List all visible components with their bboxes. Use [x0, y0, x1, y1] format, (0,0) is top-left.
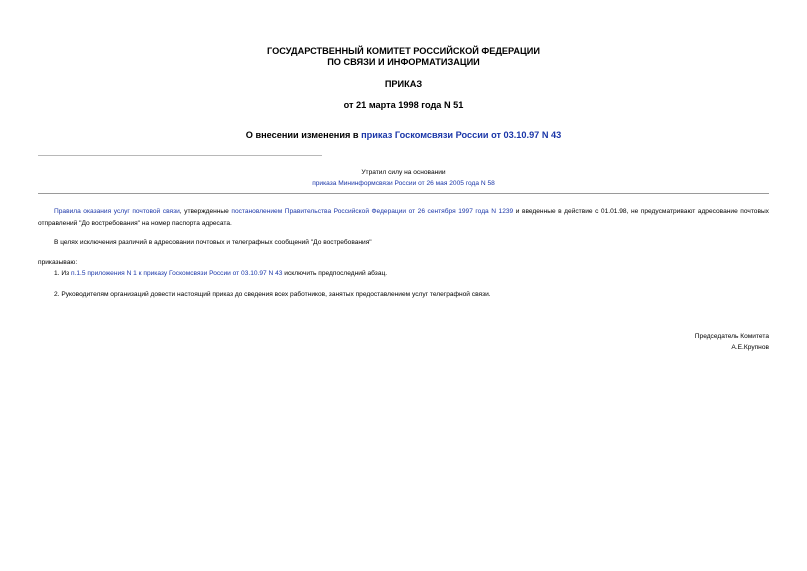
- paragraph-rules-text2: и введенные в действие с 01.01.98, не предусматривают адресование почтовых отправлений "До востребования" на номер паспорта адресата.: [38, 208, 769, 227]
- doc-date-number: от 21 марта 1998 года N 51: [343, 100, 464, 110]
- paragraph-rules-text1: , утвержденные: [179, 208, 232, 215]
- paragraph-rules: [38, 206, 769, 229]
- postal-rules-link[interactable]: Правила оказания услуг почтовой связи: [54, 208, 180, 215]
- paragraph-order-word: приказываю:: [38, 259, 78, 266]
- appendix-clause-link[interactable]: п.1.5 приложения N 1 к приказу Госкомсвязи России от 03.10.97 N 43: [70, 270, 283, 277]
- repeal-order-link[interactable]: приказа Мининформсвязи России от 26 мая 2005 года N 58: [312, 180, 495, 187]
- status-note-link-line: [0, 179, 807, 188]
- doc-type: ПРИКАЗ: [384, 79, 423, 89]
- doc-subject-prefix: О внесении изменения в: [245, 130, 362, 140]
- order-item-1-suffix: исключить предпоследний абзац.: [282, 270, 388, 277]
- status-note-line1: Утратил силу на основании: [361, 169, 446, 176]
- signature-position: Председатель Комитета: [694, 333, 769, 340]
- org-title-line2: ПО СВЯЗИ И ИНФОРМАТИЗАЦИИ: [327, 57, 480, 67]
- order-item-1: [38, 268, 769, 280]
- subject-order-link[interactable]: приказ Госкомсвязи России от 03.10.97 N 43: [361, 130, 562, 140]
- government-decree-link[interactable]: постановлением Правительства Российской Федерации от 26 сентября 1997 года N 1239: [231, 208, 514, 215]
- order-item-2: 2. Руководителям организаций довести настоящий приказ до сведения всех работников, занятых предоставлением услуг телеграфной связи.: [54, 291, 491, 298]
- long-divider: [38, 193, 769, 194]
- signature-name: А.Е.Крупнов: [731, 344, 769, 351]
- short-divider: [38, 155, 322, 156]
- doc-subject: [0, 130, 807, 141]
- paragraph-purpose: В целях исключения различий в адресовании почтовых и телеграфных сообщений "До востребования": [54, 239, 372, 246]
- order-item-1-prefix: 1. Из: [54, 270, 71, 277]
- org-title-line1: ГОСУДАРСТВЕННЫЙ КОМИТЕТ РОССИЙСКОЙ ФЕДЕРАЦИИ: [267, 46, 540, 56]
